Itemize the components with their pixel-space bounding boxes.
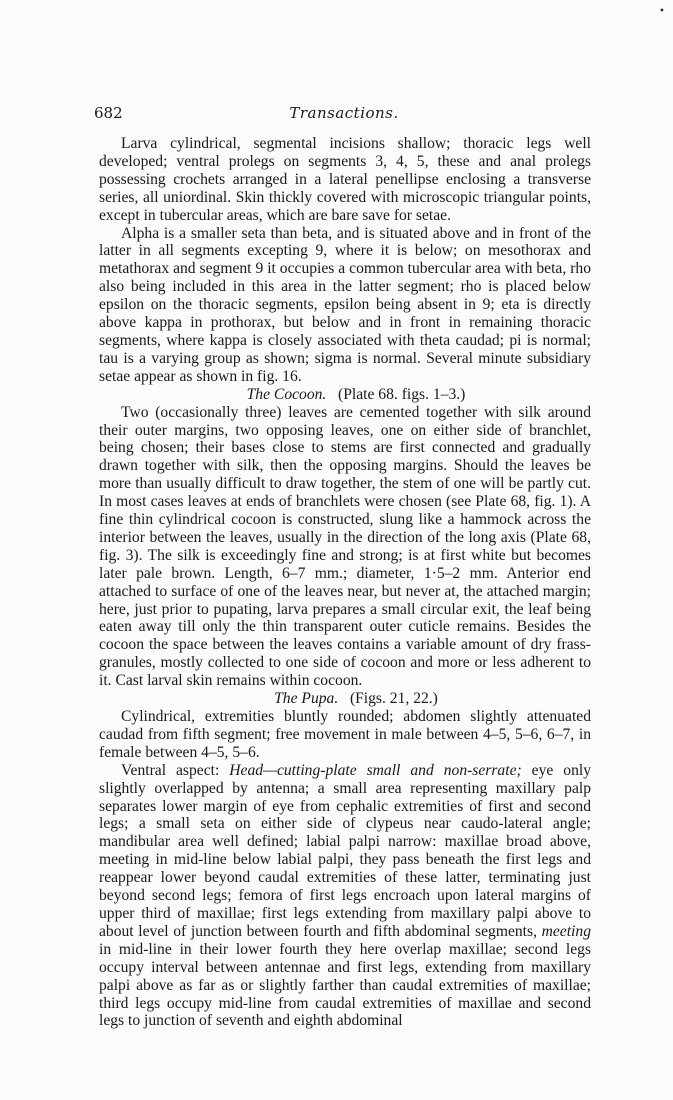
meeting-word: meeting xyxy=(541,922,591,940)
corner-mark: • xyxy=(659,6,665,17)
ventral-aspect-label: Ventral aspect: xyxy=(121,761,220,779)
larva-paragraph-2: Alpha is a smaller seta than beta, and is situated above and in front of the latter in all segments excepting 9, where it is below; on mesothorax and metathorax and segment 9 it occupies a common tubercular area with beta, rho also being included in this area in the latter segment; rho is placed below epsilon on the thoracic segments, epsilon being absent in 9; eta is directly above kappa in prothorax, but below and in front in remaining thoracic segments, where kappa is closely associated with theta caudad; pi is normal; tau is a varying group as shown; sigma is normal. Several minute subsidiary setae appear as shown in fig. 16. xyxy=(99,224,591,385)
pupa-ventral-paragraph xyxy=(99,762,591,1031)
page-number: 682 xyxy=(94,104,123,122)
pupa-heading-title: The Pupa. xyxy=(274,690,339,708)
ventral-text: eye only slightly overlapped by antenna; a small area representing maxillary palp separates lower margin of eye from cephalic extremities of first and second legs; a small seta on either side of clypeus near caudo-lateral angle; mandibular area well defined; labial palpi narrow: maxillae broad above, meeting in mid-line below labial palpi, they pass beneath the first legs and reappear lower beyond caudal extremities of these latter, terminating just beyond second legs; femora of first legs encroach upon lateral margins of upper third of maxillae; first legs extending from maxillary palpi above to about level of junction between fourth and fifth abdominal segments, xyxy=(99,761,592,940)
pupa-paragraph-1: Cylindrical, extremities bluntly rounded; abdomen slightly attenuated caudad from fifth segment; free movement in male between 4–5, 5–6, 6–7, in female between 4–5, 5–6. xyxy=(99,708,591,761)
head-description: Head—cutting-plate small and non-serrate; xyxy=(229,761,522,779)
running-head xyxy=(94,104,594,122)
cocoon-heading-ref: (Plate 68. figs. 1–3.) xyxy=(338,385,466,403)
cocoon-paragraph: Two (occasionally three) leaves are cemented together with silk around their outer margins, two opposing leaves, one on either side of branchlet, being chosen; their bases close to stems are first connected and gradually drawn together with silk, then the opposing margins. Should the leaves be more than usually difficult to draw together, the stem of one will be partly cut. In most cases leaves at ends of branchlets were chosen (see Plate 68, fig. 1). A fine thin cylindrical cocoon is constructed, slung like a hammock across the interior between the leaves, usually in the direction of the long axis (Plate 68, fig. 3). The silk is exceedingly fine and strong; is at first white but becomes later pale brown. Length, 6–7 mm.; diameter, 1·5–2 mm. Anterior end attached to surface of one of the leaves near, but never at, the attached margin; here, just prior to pupating, larva prepares a small circular exit, the leaf being eaten away till only the thin transparent outer cuticle remains. Besides the cocoon the space between the leaves contains a variable amount of dry frass-granules, mostly collected to one side of cocoon and more or less adherent to it. Cast larval skin remains within cocoon. xyxy=(99,403,591,690)
cocoon-heading xyxy=(99,386,591,404)
running-title: Transactions. xyxy=(289,104,399,122)
ventral-text-end: in mid-line in their lower fourth they here overlap maxillae; second legs occupy interval between antennae and first legs, extending from maxillary palpi above as far as or slightly farther than caudal extremities of maxillae; third legs occupy mid-line from caudal extremities of maxillae and second legs to junction of seventh and eighth abdominal xyxy=(99,940,591,1030)
pupa-heading xyxy=(99,690,591,708)
body-text xyxy=(99,135,591,1030)
cocoon-heading-title: The Cocoon. xyxy=(246,385,327,403)
larva-paragraph-1: Larva cylindrical, segmental incisions shallow; thoracic legs well developed; ventral prolegs on segments 3, 4, 5, these and anal prolegs possessing crochets arranged in a lateral penellipse enclosing a transverse series, all uniordinal. Skin thickly covered with microscopic triangular points, except in tubercular areas, which are bare save for setae. xyxy=(99,135,591,224)
pupa-heading-ref: (Figs. 21, 22.) xyxy=(349,690,438,708)
